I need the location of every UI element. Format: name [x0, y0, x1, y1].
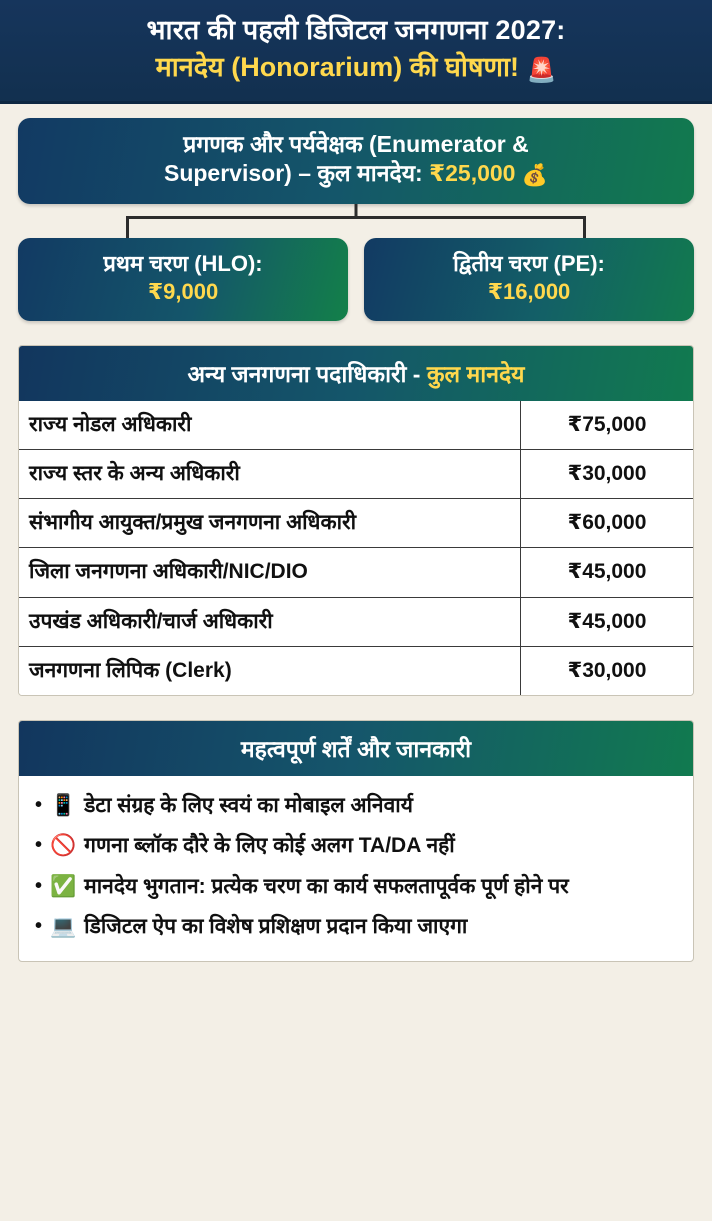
total-line2 — [32, 159, 680, 189]
header-title-line2-text: मानदेय (Honorarium) की घोषणा! — [155, 51, 519, 82]
total-line1: प्रगणक और पर्यवेक्षक (Enumerator & — [183, 131, 529, 158]
connector-vertical-left — [126, 216, 129, 238]
officer-amount: ₹45,000 — [521, 548, 694, 597]
note-text: डेटा संग्रह के लिए स्वयं का मोबाइल अनिवार्य — [84, 793, 413, 817]
officer-amount: ₹45,000 — [521, 597, 694, 646]
phase-section — [0, 238, 712, 321]
total-line2-prefix: Supervisor) – कुल मानदेय: — [163, 160, 430, 187]
total-honorarium-box — [18, 118, 694, 203]
page-header — [0, 0, 712, 104]
table-row — [19, 548, 693, 597]
tree-connector — [18, 204, 694, 238]
table-row — [19, 450, 693, 499]
officer-role: राज्य नोडल अधिकारी — [29, 412, 192, 436]
notes-title: महत्वपूर्ण शर्तें और जानकारी — [19, 721, 693, 776]
officers-table-title-highlight: कुल मानदेय — [426, 360, 525, 387]
total-amount: ₹25,000 — [429, 160, 516, 187]
officer-role: संभागीय आयुक्त/प्रमुख जनगणना अधिकारी — [19, 499, 521, 548]
officers-table-title-plain: अन्य जनगणना पदाधिकारी - — [187, 360, 427, 387]
officer-role: उपखंड अधिकारी/चार्ज अधिकारी — [19, 597, 521, 646]
officer-amount: ₹60,000 — [521, 499, 694, 548]
header-title-line2 — [10, 51, 702, 85]
laptop-icon: 💻 — [50, 914, 77, 938]
note-text: मानदेय भुगतान: प्रत्येक चरण का कार्य सफलतापूर्वक पूर्ण होने पर — [84, 874, 569, 898]
table-row — [19, 646, 693, 695]
phase-2-label: द्वितीय चरण (PE): — [453, 250, 605, 276]
note-text: डिजिटल ऐप का विशेष प्रशिक्षण प्रदान किया जाएगा — [84, 914, 468, 938]
phase-1-label: प्रथम चरण (HLO): — [103, 250, 263, 276]
prohibited-icon: 🚫 — [50, 834, 77, 858]
officer-role: जिला जनगणना अधिकारी/NIC/DIO — [19, 548, 521, 597]
officers-table — [19, 401, 693, 695]
connector-horizontal — [126, 216, 586, 219]
header-title-line1: भारत की पहली डिजिटल जनगणना 2027: — [146, 15, 566, 45]
siren-icon: 🚨 — [526, 56, 557, 84]
table-row — [19, 401, 693, 450]
notes-card — [18, 720, 694, 962]
phase-box-pe — [364, 238, 694, 321]
officer-amount: ₹30,000 — [521, 450, 694, 499]
phase-1-amount: ₹9,000 — [147, 279, 219, 305]
mobile-phone-icon: 📱 — [50, 793, 77, 817]
table-row — [19, 499, 693, 548]
officers-table-card — [18, 345, 694, 696]
bullet-icon: • — [35, 834, 43, 857]
list-item — [33, 867, 681, 907]
officer-amount: ₹75,000 — [521, 401, 694, 450]
check-mark-icon: ✅ — [50, 874, 77, 898]
phase-box-hlo — [18, 238, 348, 321]
money-bag-icon: 💰 — [521, 164, 549, 188]
list-item — [33, 826, 681, 866]
bullet-icon: • — [35, 914, 43, 937]
note-text: गणना ब्लॉक दौरे के लिए कोई अलग TA/DA नहीं — [84, 834, 455, 858]
connector-vertical-right — [583, 216, 586, 238]
phase-2-amount: ₹16,000 — [487, 279, 571, 305]
list-item — [33, 907, 681, 947]
bullet-icon: • — [35, 793, 43, 816]
officer-amount: ₹30,000 — [521, 646, 694, 695]
table-row — [19, 597, 693, 646]
officer-role: जनगणना लिपिक (Clerk) — [19, 646, 521, 695]
officers-table-title — [19, 346, 693, 401]
officer-role: राज्य स्तर के अन्य अधिकारी — [19, 450, 521, 499]
list-item — [33, 786, 681, 826]
bullet-icon: • — [35, 874, 43, 897]
notes-list — [19, 776, 693, 961]
total-section — [0, 104, 712, 203]
